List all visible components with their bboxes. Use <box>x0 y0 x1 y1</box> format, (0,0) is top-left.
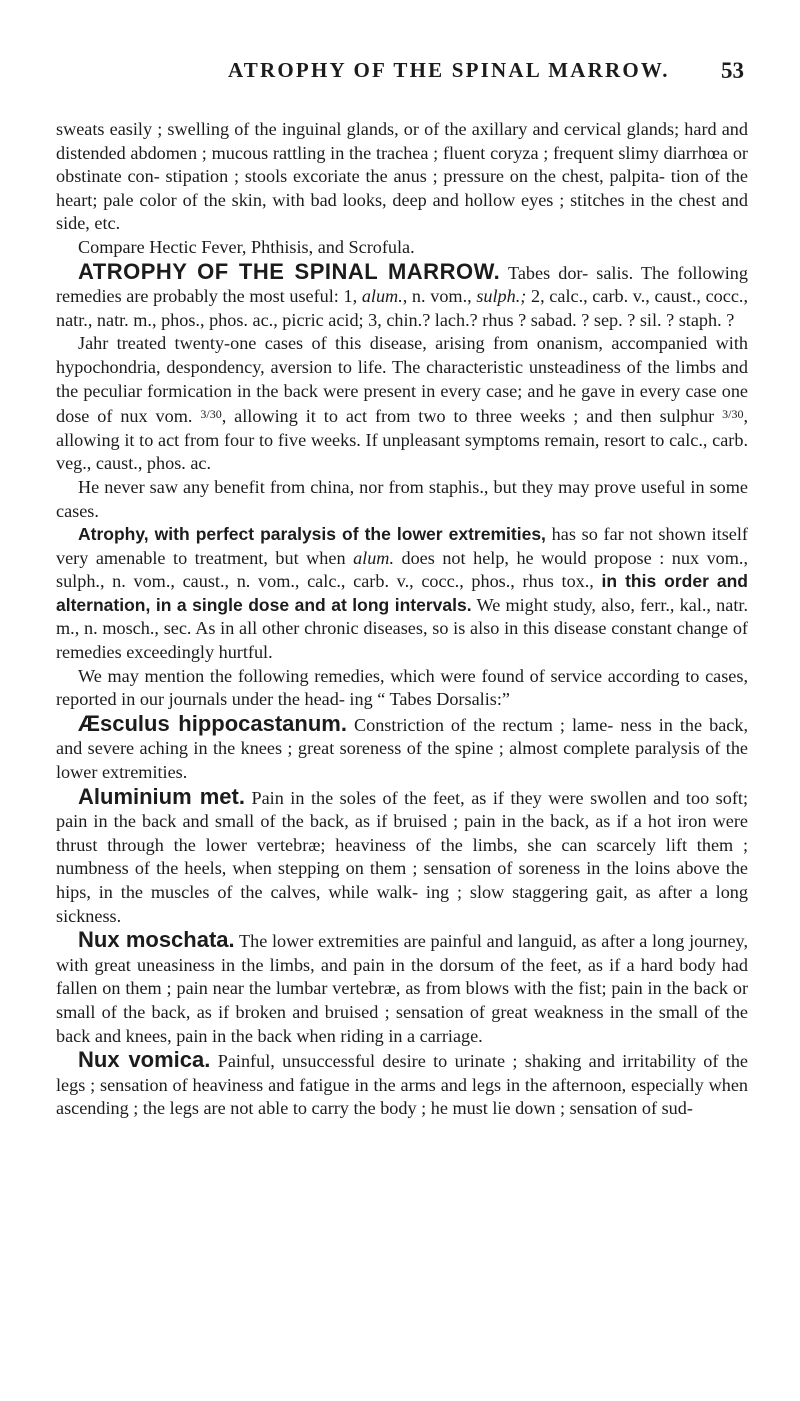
paragraph-paralysis <box>56 523 748 665</box>
paragraph-text: has so far not shown itself very amenable to treatment, but when <box>56 524 748 568</box>
remedy-entry-aesculus <box>56 712 748 785</box>
remedy-entry-aluminium <box>56 785 748 929</box>
remedy-text: Pain in the soles of the feet, as if they were swollen and too soft; pain in the back and small of the back, as if bruised ; pain in the back, as if a hot iron were thrust through the lower vertebræ; heaviness of the limbs, she can scarcely lift them ; numbness of the heels, when stepping on them ; sensation of soreness in the loins above the hips, in the muscles of the calves, while walk- ing ; slow staggering gait, as after a long sickness. <box>56 787 748 926</box>
paragraph-continuation <box>56 118 748 236</box>
paragraph-journals <box>56 665 748 712</box>
remedy-entry-nux-vomica <box>56 1048 748 1121</box>
paragraph-text: Jahr treated twenty-one cases of this disease, arising from onanism, accompanied with hypochondria, despondency, aversion to life. The characteristic unsteadiness of the limbs and the peculiar formication in the back were present in every case; and he gave in every case one dose of nux vom. <box>56 333 748 427</box>
remedy-text: Constriction of the rectum ; lame- ness in the back, and severe aching in the knees ; great soreness of the spine ; almost complete paralysis of the lower extremities. <box>56 714 748 783</box>
body-text <box>56 118 748 1121</box>
paragraph-text: , n. vom., <box>402 286 477 307</box>
remedy-name: Æsculus hippocastanum. <box>78 710 347 736</box>
paragraph-text: We may mention the following remedies, which were found of service according to cases, reported in our journals under the head- ing “ Tabes Dorsalis:” <box>56 665 748 710</box>
paragraph-text: , allowing it to act from two to three weeks ; and then sulphur <box>221 406 723 427</box>
bold-phrase: in this order and alternation, in a single dose and at long intervals. <box>56 571 748 615</box>
page-number: 53 <box>721 58 744 83</box>
paragraph-text: Tabes dor- salis. The following remedies are probably the most useful: 1, <box>56 262 748 307</box>
paragraph-text: sweats easily ; swelling of the inguinal glands, or of the axillary and cervical glands; hard and distended abdomen ; mucous rattling in the trachea ; fluent coryza ; frequent slimy diarrhœa or obstinate con- stipation ; stools excoriate the anus ; pressure on the chest, palpita- tion of the heart; pale color of the skin, with bad looks, deep and hollow eyes ; stitches in the chest and side, etc. <box>56 119 748 234</box>
running-head <box>0 58 800 88</box>
remedy-name: Nux vomica. <box>78 1047 211 1073</box>
running-title: ATROPHY OF THE SPINAL MARROW. <box>228 58 670 82</box>
remedy-text: Painful, unsuccessful desire to urinate ; shaking and irritability of the legs ; sensation of heaviness and fatigue in the arms and legs in the afternoon, especially when ascending ; the legs are not able to carry the body ; he must lie down ; sensation of sud- <box>56 1051 748 1119</box>
paragraph-text: 2, calc., carb. v., caust., cocc., natr., natr. m., phos., phos. ac., picric acid; 3, chin.? lach.? rhus ? sabad. ? sep. ? sil. ? staph. ? <box>56 286 748 330</box>
paragraph-text: Compare Hectic Fever, Phthisis, and Scrofula. <box>78 236 415 257</box>
dose-fraction: 3/30 <box>722 407 744 422</box>
remedy-alum-italic: alum. <box>361 286 403 307</box>
remedy-alum-italic: alum. <box>353 547 394 568</box>
paragraph-text: , allowing it to act from four to five weeks. If unpleasant symptoms remain, resort to calc., carb. veg., caust., phos. ac. <box>56 406 748 474</box>
paragraph-text: He never saw any benefit from china, nor from staphis., but they may prove useful in some cases. <box>56 476 748 521</box>
remedy-name: Nux moschata. <box>78 927 235 953</box>
remedy-sulph-italic: sulph.; <box>476 286 527 307</box>
dose-fraction: 3/30 <box>200 407 222 422</box>
paragraph-jahr <box>56 332 748 476</box>
paragraph-china <box>56 476 748 523</box>
remedy-name: Aluminium met. <box>78 783 245 809</box>
section-heading: ATROPHY OF THE SPINAL MARROW. <box>78 258 501 284</box>
paragraph-text: We might study, also, ferr., kal., natr. m., n. mosch., sec. As in all other chronic diseases, so is also in this disease constant change of remedies exceedingly hurtful. <box>56 594 748 663</box>
paragraph-text: does not help, he would propose : nux vom., sulph., n. vom., caust., n. vom., calc., carb. v., cocc., phos., rhus tox., <box>56 547 748 592</box>
bold-phrase: Atrophy, with perfect paralysis of the lower extremities, <box>78 524 546 545</box>
remedy-text: The lower extremities are painful and languid, as after a long journey, with great uneasiness in the limbs, and pain in the dorsum of the feet, as if a hard body had fallen on them ; pain near the lumbar vertebræ, as from blows with the fist; pain in the back or small of the back, as if broken and bruised ; sensation of great weakness in the small of the back and knees, pain in the back when riding in a carriage. <box>56 931 748 1046</box>
section-atrophy <box>56 260 748 333</box>
paragraph-compare <box>56 236 748 260</box>
remedy-entry-nux-moschata <box>56 928 748 1048</box>
